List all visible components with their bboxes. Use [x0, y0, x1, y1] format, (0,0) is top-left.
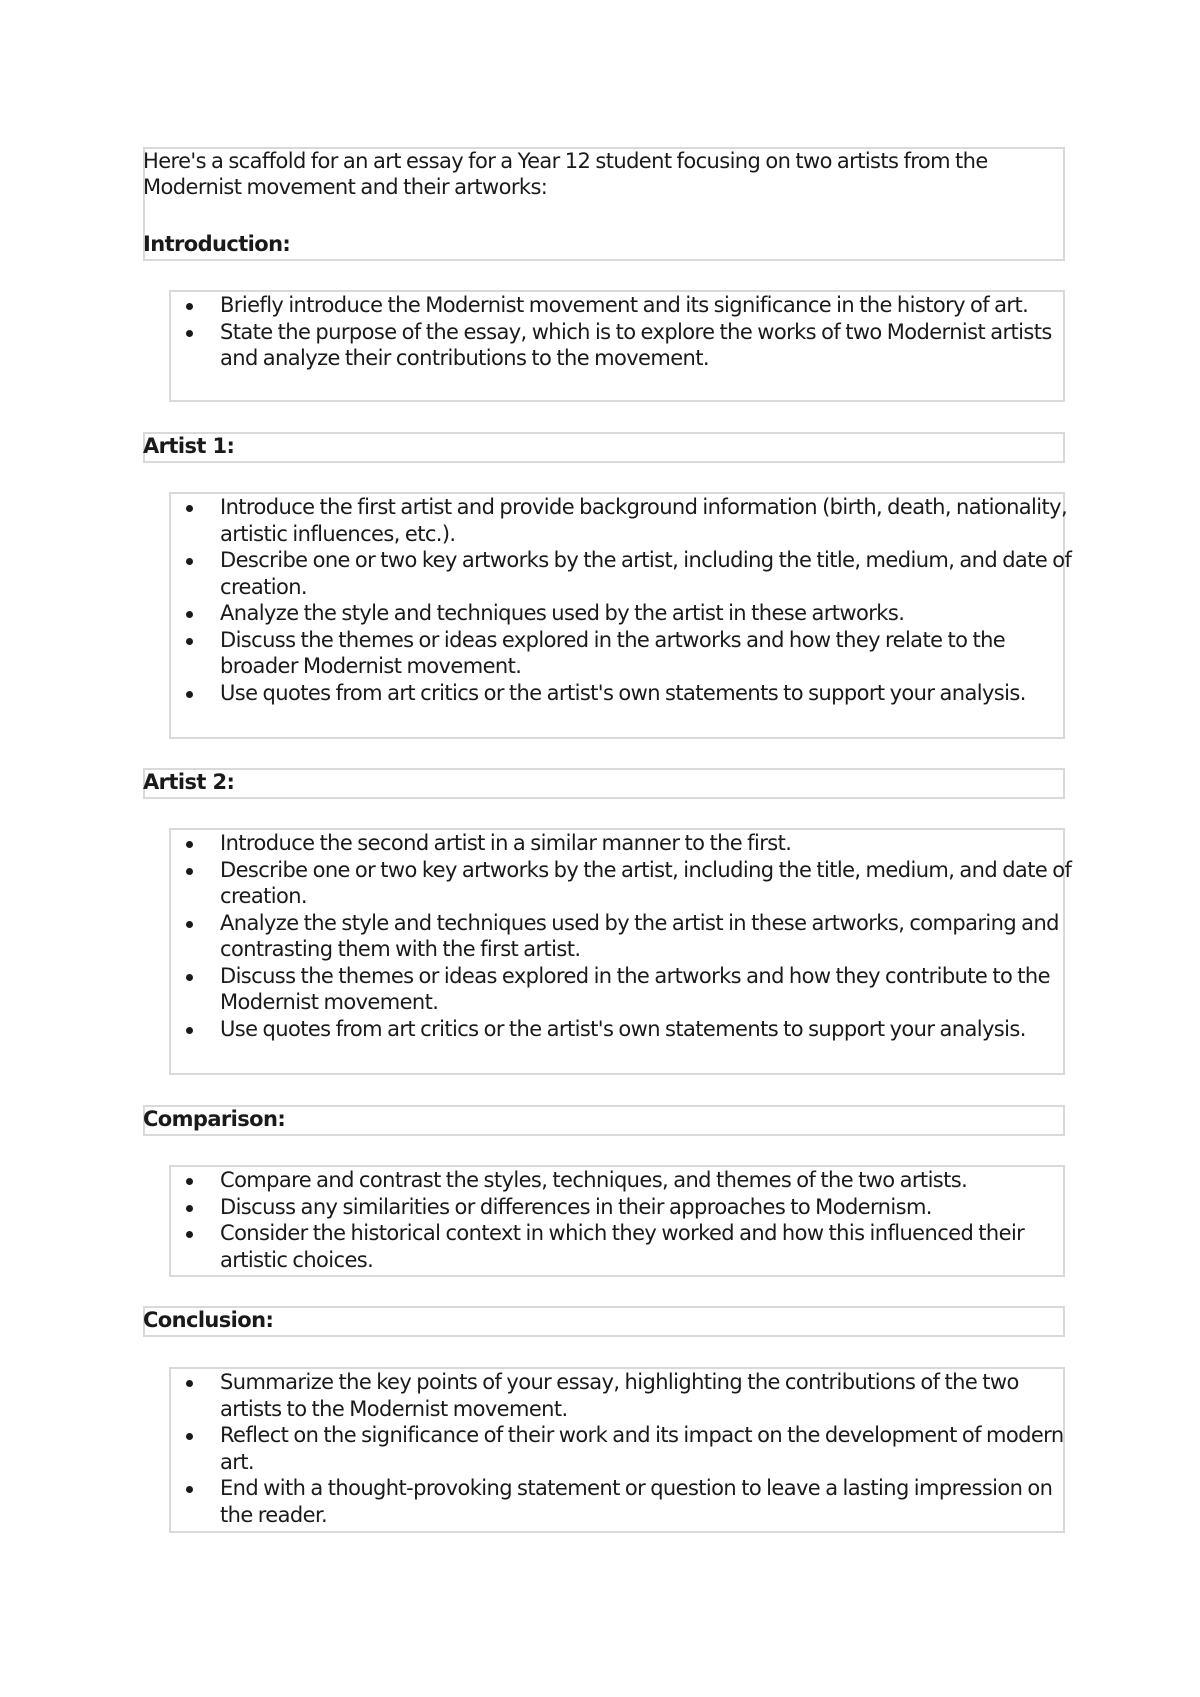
list-item: Discuss the themes or ideas explored in the artworks and how they relate to the broader Modernist movement.	[170, 627, 1075, 680]
artist-2-heading-block	[143, 768, 1065, 799]
list-item: Use quotes from art critics or the artist's own statements to support your analysis.	[170, 680, 1075, 707]
heading-artist-1: Artist 1:	[143, 434, 235, 458]
list-item: Reflect on the significance of their work and its impact on the development of modern art.	[170, 1422, 1075, 1475]
conclusion-heading-block	[143, 1306, 1065, 1337]
list-item: Introduce the second artist in a similar manner to the first.	[170, 830, 1075, 857]
heading-artist-2: Artist 2:	[143, 770, 235, 794]
comparison-bullet-list	[170, 1167, 1075, 1273]
conclusion-bullet-list	[170, 1369, 1075, 1528]
list-item: Consider the historical context in which they worked and how this influenced their artistic choices.	[170, 1220, 1075, 1273]
list-item: Summarize the key points of your essay, highlighting the contributions of the two artists to the Modernist movement.	[170, 1369, 1075, 1422]
artist-1-heading-block	[143, 432, 1065, 463]
artist-1-bullet-list	[170, 494, 1075, 706]
list-item: Discuss any similarities or differences in their approaches to Modernism.	[170, 1194, 1075, 1221]
intro-paragraph: Here's a scaffold for an art essay for a Year 12 student focusing on two artists from the Modernist movement and their artworks:	[143, 149, 988, 199]
list-item: End with a thought-provoking statement or question to leave a lasting impression on the reader.	[170, 1475, 1075, 1528]
heading-conclusion: Conclusion:	[143, 1308, 274, 1332]
list-item: Briefly introduce the Modernist movement and its significance in the history of art.	[170, 292, 1075, 319]
list-item: Use quotes from art critics or the artist's own statements to support your analysis.	[170, 1016, 1075, 1043]
list-item: Describe one or two key artworks by the artist, including the title, medium, and date of creation.	[170, 857, 1075, 910]
list-item: Describe one or two key artworks by the artist, including the title, medium, and date of creation.	[170, 547, 1075, 600]
heading-comparison: Comparison:	[143, 1107, 286, 1131]
list-item: Discuss the themes or ideas explored in the artworks and how they contribute to the Modernist movement.	[170, 963, 1075, 1016]
list-item: Introduce the first artist and provide background information (birth, death, nationality, artistic influences, etc.).	[170, 494, 1075, 547]
introduction-bullet-list	[170, 292, 1075, 372]
list-item: Compare and contrast the styles, techniques, and themes of the two artists.	[170, 1167, 1075, 1194]
list-item: Analyze the style and techniques used by the artist in these artworks.	[170, 600, 1075, 627]
heading-introduction: Introduction:	[143, 232, 291, 256]
list-item: State the purpose of the essay, which is to explore the works of two Modernist artists and analyze their contributions to the movement.	[170, 319, 1075, 372]
artist-2-bullet-list	[170, 830, 1075, 1042]
list-item: Analyze the style and techniques used by the artist in these artworks, comparing and contrasting them with the first artist.	[170, 910, 1075, 963]
